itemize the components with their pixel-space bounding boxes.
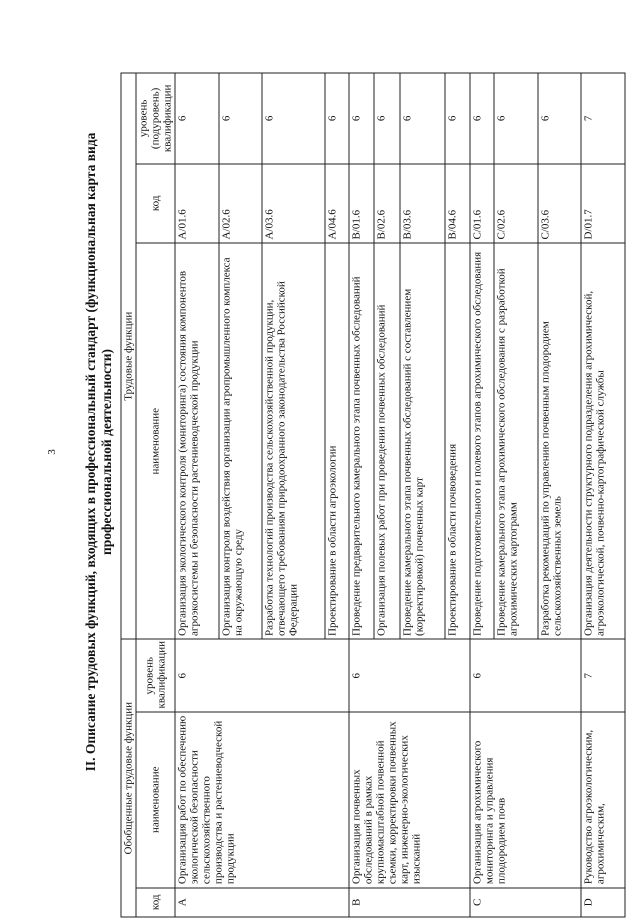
group-code: B (349, 888, 470, 917)
col-tf-level-header: уровень (подуровень) квалификации (136, 73, 175, 164)
group-level: 6 (349, 639, 470, 712)
function-code: D/01.7 (581, 164, 625, 243)
group-code: D (581, 888, 625, 917)
function-code: B/02.6 (374, 164, 399, 243)
generalized-functions-header: Обобщенные трудовые функции (121, 639, 136, 917)
functional-map-table (121, 73, 626, 918)
col-level-header: уровень квалификации (136, 639, 175, 712)
functional-map-table-wrapper (121, 73, 626, 918)
function-name: Разработка рекомендаций по управлению почвенным плодородием сельскохозяйственных земель (538, 243, 582, 639)
function-level: 6 (494, 73, 538, 164)
function-level: 6 (470, 73, 494, 164)
function-level: 7 (581, 73, 625, 164)
function-code: A/02.6 (219, 164, 263, 243)
table-row (470, 73, 494, 917)
function-name: Проведение подготовительного и полевого этапов агрохимического обследования (470, 243, 494, 639)
group-level: 7 (581, 639, 625, 712)
group-code: A (175, 888, 349, 917)
function-name: Организация полевых работ при проведении почвенных обследований (374, 243, 399, 639)
function-code: B/03.6 (400, 164, 445, 243)
group-name: Организация работ по обеспечению экологической безопасности сельскохозяйственного производства и растениеводческой продукции (175, 712, 349, 888)
function-level: 6 (400, 73, 445, 164)
group-level: 6 (470, 639, 581, 712)
group-name: Организация почвенных обследований в рамках крупномасштабной почвенной съемки, корректировки почвенных карт, инженерно-экологических изысканий (349, 712, 470, 888)
col-tf-name-header: наименование (136, 243, 175, 639)
function-level: 6 (325, 73, 349, 164)
function-name: Разработка технологий производства сельскохозяйственной продукции, отвечающего требованиям природоохранного законодательства Российской Федерации (262, 243, 325, 639)
col-name-header: наименование (136, 712, 175, 888)
page-number: 3 (46, 449, 58, 455)
function-level: 6 (349, 73, 374, 164)
function-code: A/04.6 (325, 164, 349, 243)
function-level: 6 (175, 73, 219, 164)
section-subtitle: профессиональной деятельности) (99, 349, 114, 555)
function-name: Организация деятельности структурного подразделения агрохимической, агроэкологической, почвенно-картографической службы (581, 243, 625, 639)
table-row (581, 73, 625, 917)
col-code-header: код (136, 888, 175, 917)
group-name: Руководство агроэкологическим, агрохимическим, (581, 712, 625, 888)
col-tf-code-header: код (136, 164, 175, 243)
function-name: Проведение предварительного камерального этапа почвенных обследований (349, 243, 374, 639)
function-code: B/01.6 (349, 164, 374, 243)
function-level: 6 (374, 73, 399, 164)
function-code: C/01.6 (470, 164, 494, 243)
group-name: Организация агрохимического мониторинга и управления плодородием почв (470, 712, 581, 888)
function-code: B/04.6 (445, 164, 470, 243)
function-level: 6 (219, 73, 263, 164)
group-level: 6 (175, 639, 349, 712)
function-code: A/01.6 (175, 164, 219, 243)
function-code: C/02.6 (494, 164, 538, 243)
table-row (349, 73, 374, 917)
function-name: Организация экологического контроля (мониторинга) состояния компонентов агроэкосистемы и безопасности растениеводческой продукции (175, 243, 219, 639)
section-title: II. Описание трудовых функций, входящих в профессиональный стандарт (функциональная карта вида (83, 132, 98, 772)
function-name: Проектирование в области агроэкологии (325, 243, 349, 639)
function-code: A/03.6 (262, 164, 325, 243)
function-level: 6 (538, 73, 582, 164)
function-code: C/03.6 (538, 164, 582, 243)
group-code: C (470, 888, 581, 917)
function-name: Проектирование в области почвоведения (445, 243, 470, 639)
table-row (175, 73, 219, 917)
function-name: Проведение камерального этапа почвенных обследований с составлением (корректировкой) почвенных карт (400, 243, 445, 639)
function-name: Проведение камерального этапа агрохимического обследования с разработкой агрохимических картограмм (494, 243, 538, 639)
function-name: Организация контроля воздействия организации агропромышленного комплекса на окружающую среду (219, 243, 263, 639)
labor-functions-header: Трудовые функции (121, 73, 136, 639)
function-level: 6 (262, 73, 325, 164)
function-level: 6 (445, 73, 470, 164)
